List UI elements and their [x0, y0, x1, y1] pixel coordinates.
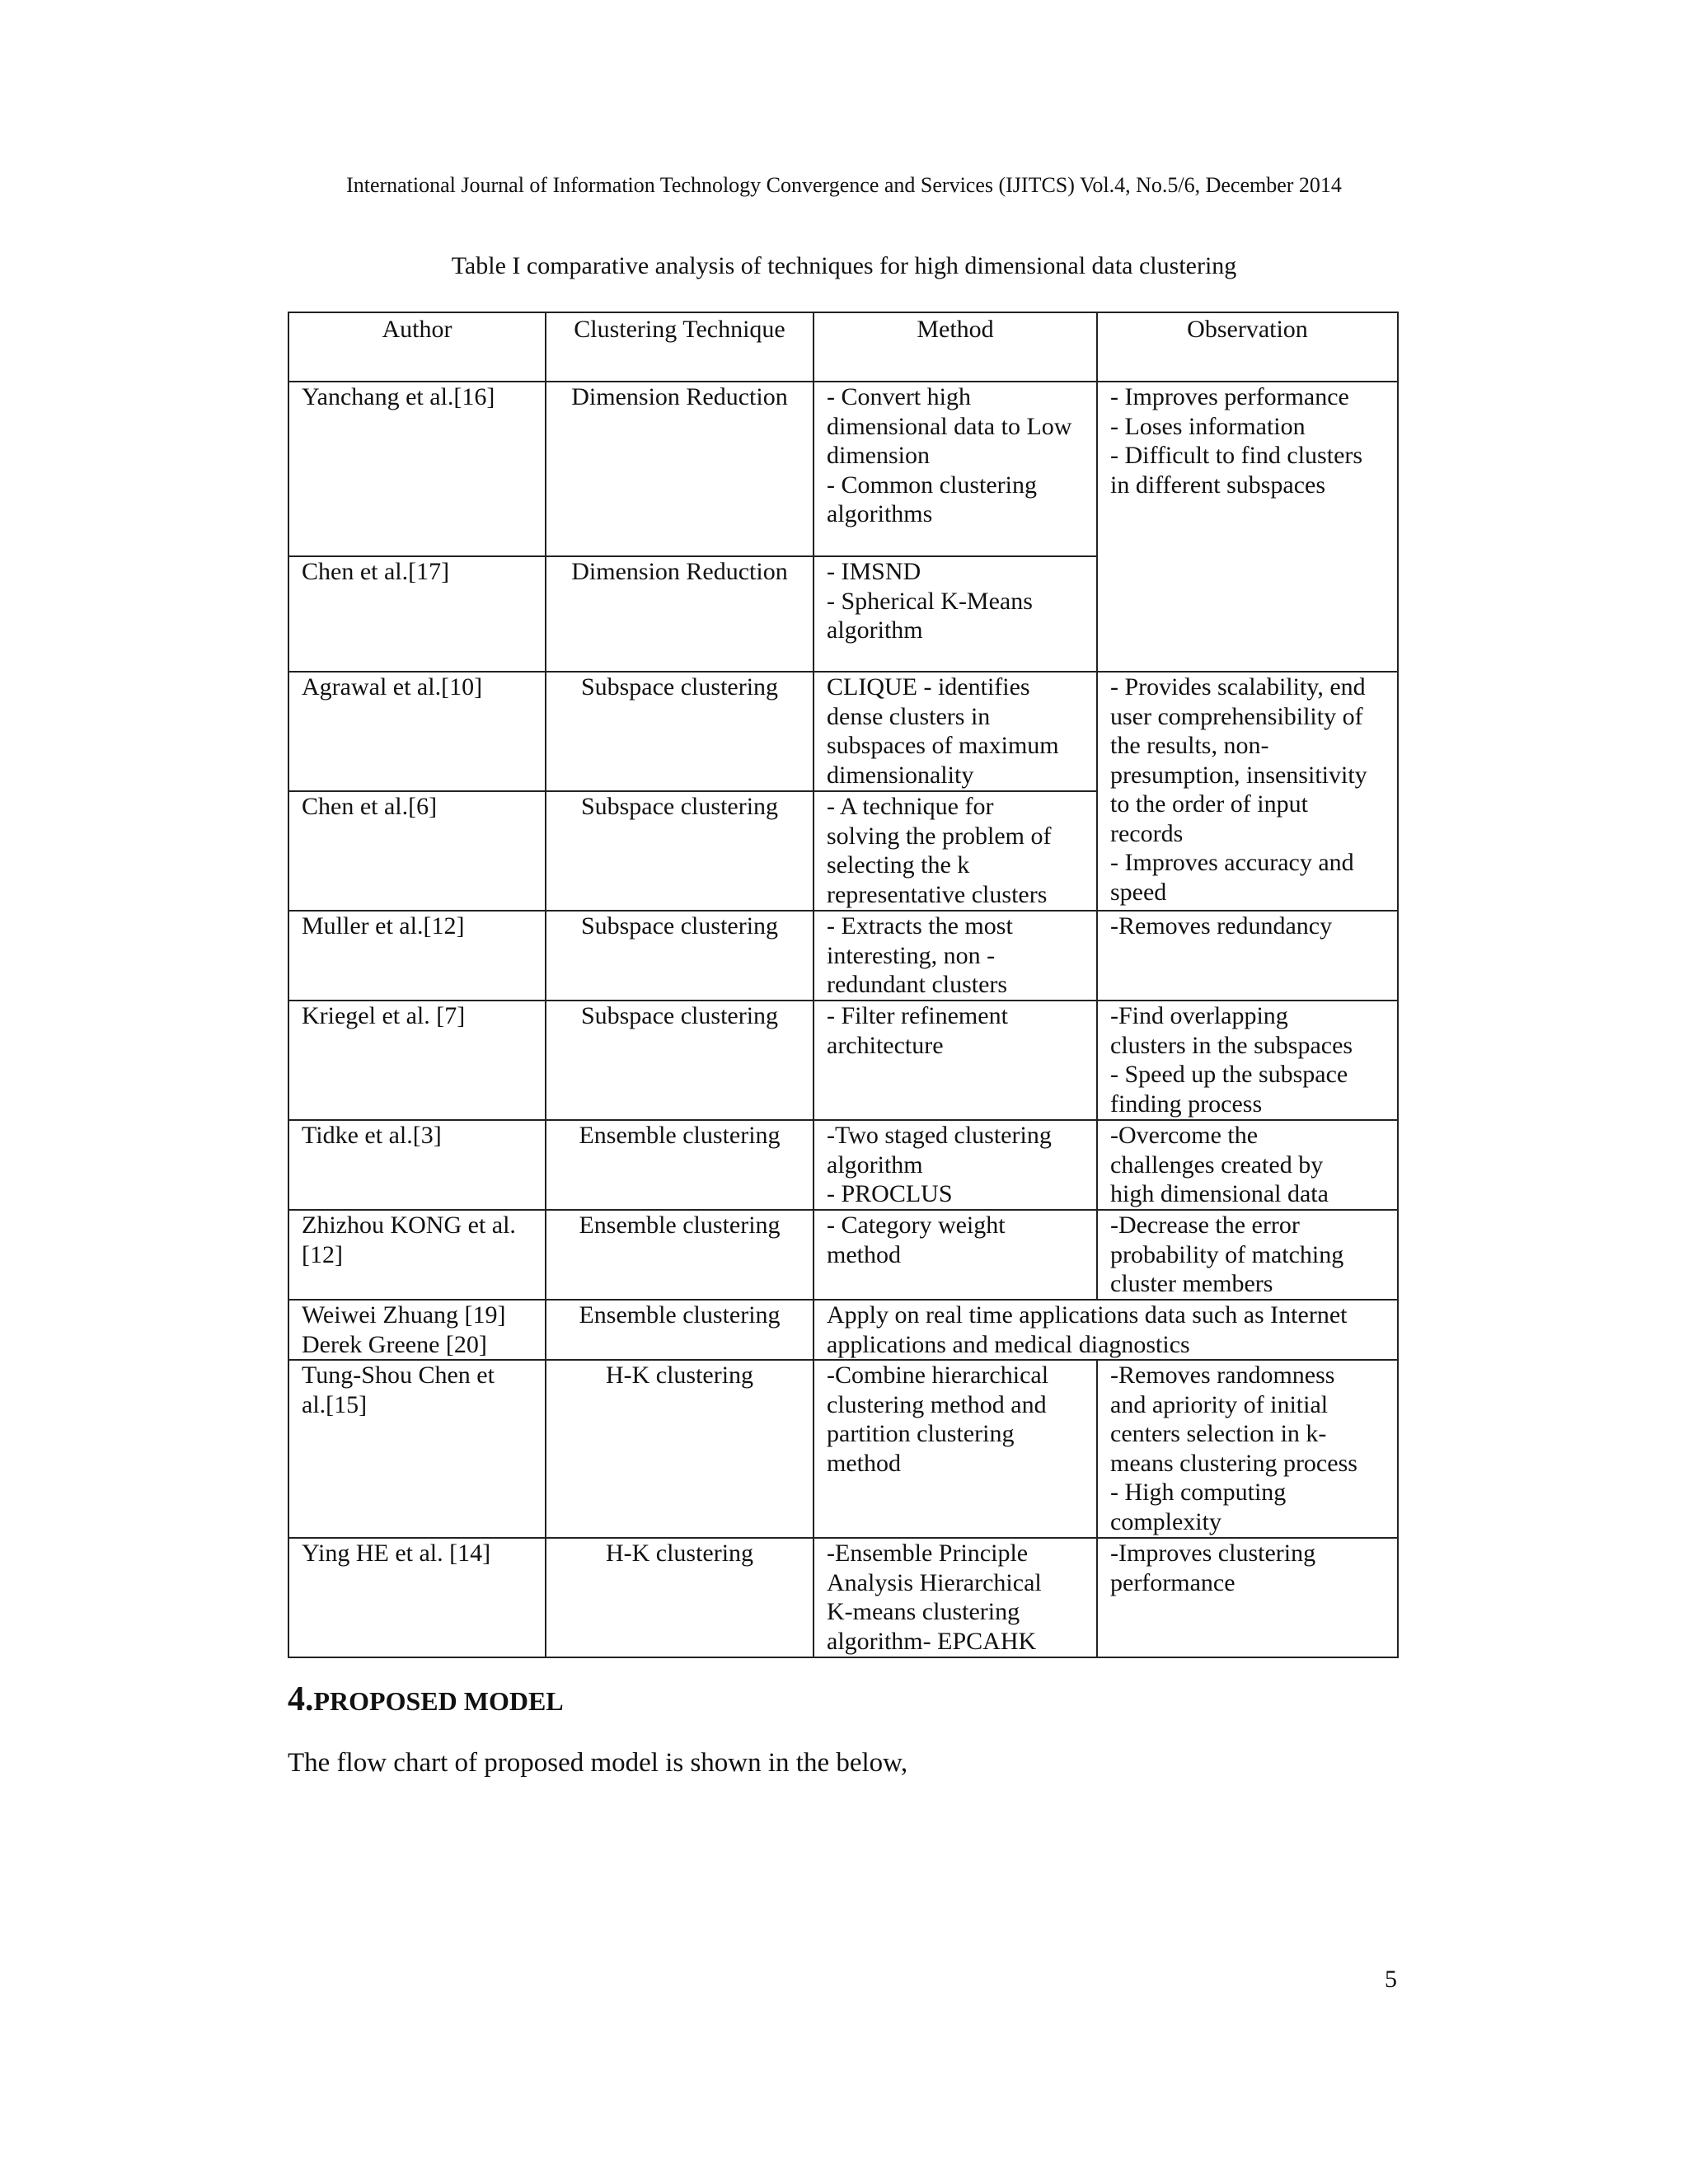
cell-technique: Ensemble clustering: [546, 1300, 814, 1360]
cell-observation: - Provides scalability, end user comprehensibility of the results, non- presumption, insensitivity to the order of input records - Improves accuracy and speed: [1097, 672, 1398, 911]
cell-method: - Extracts the most interesting, non - redundant clusters: [814, 911, 1097, 1001]
cell-observation: -Decrease the error probability of matching cluster members: [1097, 1210, 1398, 1300]
cell-method: - Convert high dimensional data to Low dimension - Common clustering algorithms: [814, 382, 1097, 556]
cell-technique: H-K clustering: [546, 1538, 814, 1657]
cell-observation: -Improves clustering performance: [1097, 1538, 1398, 1657]
cell-method: - IMSND - Spherical K-Means algorithm: [814, 556, 1097, 672]
cell-author: Agrawal et al.[10]: [288, 672, 546, 791]
cell-method: - Filter refinement architecture: [814, 1001, 1097, 1120]
body-paragraph: The flow chart of proposed model is shown in the below,: [288, 1748, 908, 1778]
cell-author: Weiwei Zhuang [19] Derek Greene [20]: [288, 1300, 546, 1360]
cell-observation: - Improves performance - Loses information - Difficult to find clusters in different subspaces: [1097, 382, 1398, 672]
section-heading: [288, 1680, 564, 1719]
table-row: [288, 1360, 1398, 1538]
cell-method: CLIQUE - identifies dense clusters in subspaces of maximum dimensionality: [814, 672, 1097, 791]
cell-author: Tung-Shou Chen et al.[15]: [288, 1360, 546, 1538]
cell-technique: H-K clustering: [546, 1360, 814, 1538]
cell-observation: -Removes redundancy: [1097, 911, 1398, 1001]
cell-observation: -Find overlapping clusters in the subspaces - Speed up the subspace finding process: [1097, 1001, 1398, 1120]
table-row: [288, 382, 1398, 556]
cell-method: - Category weight method: [814, 1210, 1097, 1300]
cell-author: Ying HE et al. [14]: [288, 1538, 546, 1657]
cell-method: -Two staged clustering algorithm - PROCLUS: [814, 1120, 1097, 1210]
table-row: [288, 1538, 1398, 1657]
cell-technique: Subspace clustering: [546, 1001, 814, 1120]
table-caption: Table I comparative analysis of techniques for high dimensional data clustering: [451, 252, 1237, 279]
cell-author: Muller et al.[12]: [288, 911, 546, 1001]
section-number: 4.: [288, 1680, 314, 1718]
cell-technique: Subspace clustering: [546, 672, 814, 791]
header-method: Method: [814, 312, 1097, 382]
cell-author: Zhizhou KONG et al. [12]: [288, 1210, 546, 1300]
cell-observation: -Removes randomness and apriority of initial centers selection in k- means clustering process - High computing complexity: [1097, 1360, 1398, 1538]
table-row: [288, 1300, 1398, 1360]
cell-author: Chen et al.[17]: [288, 556, 546, 672]
cell-method: - A technique for solving the problem of selecting the k representative clusters: [814, 791, 1097, 911]
cell-method: -Ensemble Principle Analysis Hierarchical K-means clustering algorithm- EPCAHK: [814, 1538, 1097, 1657]
page-number: 5: [1385, 1966, 1397, 1993]
cell-author: Kriegel et al. [7]: [288, 1001, 546, 1120]
cell-technique: Dimension Reduction: [546, 556, 814, 672]
cell-method-observation: Apply on real time applications data such as Internet applications and medical diagnostics: [814, 1300, 1398, 1360]
cell-author: Chen et al.[6]: [288, 791, 546, 911]
table-row: [288, 911, 1398, 1001]
running-head: International Journal of Information Technology Convergence and Services (IJITCS) Vol.4, No.5/6, December 2014: [346, 173, 1342, 197]
table-row: [288, 1210, 1398, 1300]
table-row: [288, 1001, 1398, 1120]
comparison-table: [288, 312, 1399, 1658]
cell-technique: Ensemble clustering: [546, 1210, 814, 1300]
cell-technique: Subspace clustering: [546, 911, 814, 1001]
cell-author: Tidke et al.[3]: [288, 1120, 546, 1210]
table-row: [288, 672, 1398, 791]
table-header-row: [288, 312, 1398, 382]
cell-observation: -Overcome the challenges created by high dimensional data: [1097, 1120, 1398, 1210]
cell-technique: Subspace clustering: [546, 791, 814, 911]
cell-method: -Combine hierarchical clustering method and partition clustering method: [814, 1360, 1097, 1538]
cell-technique: Dimension Reduction: [546, 382, 814, 556]
table-row: [288, 1120, 1398, 1210]
cell-technique: Ensemble clustering: [546, 1120, 814, 1210]
section-title: PROPOSED MODEL: [313, 1686, 564, 1716]
header-observation: Observation: [1097, 312, 1398, 382]
header-technique: Clustering Technique: [546, 312, 814, 382]
cell-author: Yanchang et al.[16]: [288, 382, 546, 556]
header-author: Author: [288, 312, 546, 382]
